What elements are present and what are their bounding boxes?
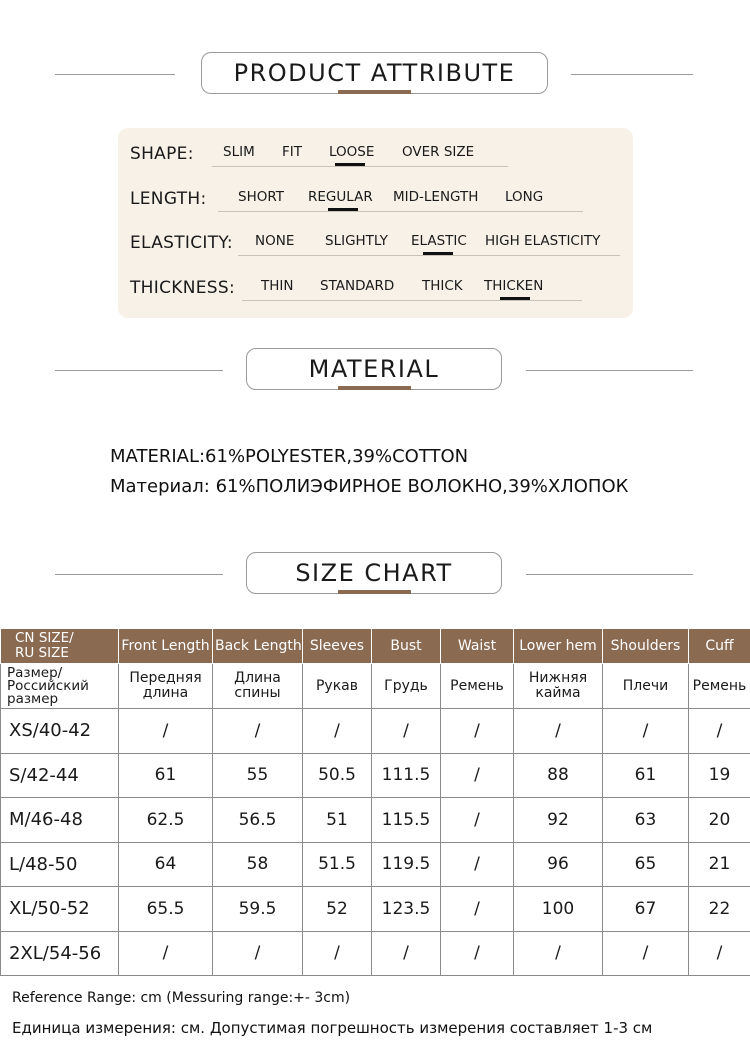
value-cell: 115.5: [372, 798, 441, 843]
attribute-option-selected: REGULAR: [308, 189, 373, 205]
value-cell: /: [303, 931, 372, 976]
value-cell: 119.5: [372, 842, 441, 887]
attribute-underline: [212, 166, 508, 167]
attribute-option: NONE: [255, 233, 295, 249]
attribute-label: LENGTH:: [130, 189, 207, 209]
column-header: Back Length: [213, 629, 303, 664]
value-cell: /: [689, 709, 750, 754]
ru-header: Ремень: [441, 664, 514, 709]
column-header: Bust: [372, 629, 441, 664]
column-header: Front Length: [119, 629, 213, 664]
section-title-material: [246, 348, 502, 390]
ru-header-size: Размер/ Российский размер: [1, 664, 119, 709]
column-header: Cuff: [689, 629, 750, 664]
value-cell: 51: [303, 798, 372, 843]
value-cell: 50.5: [303, 753, 372, 798]
value-cell: 61: [603, 753, 689, 798]
value-cell: 59.5: [213, 887, 303, 932]
attribute-option: MID-LENGTH: [393, 189, 479, 205]
value-cell: 88: [514, 753, 603, 798]
value-cell: 67: [603, 887, 689, 932]
value-cell: 21: [689, 842, 750, 887]
value-cell: /: [372, 709, 441, 754]
section-title-attribute: [201, 52, 548, 94]
attribute-label: SHAPE:: [130, 144, 194, 164]
ru-header: Передняя длина: [119, 664, 213, 709]
divider-right: [526, 370, 693, 371]
column-header: Lower hem: [514, 629, 603, 664]
selected-marker: [328, 208, 358, 211]
attribute-option: FIT: [282, 144, 302, 160]
column-header-size: CN SIZE/ RU SIZE: [1, 629, 119, 664]
value-cell: /: [119, 709, 213, 754]
value-cell: /: [689, 931, 750, 976]
value-cell: 51.5: [303, 842, 372, 887]
table-row: [1, 798, 750, 843]
attribute-option: SLIM: [223, 144, 255, 160]
table-row: [1, 753, 750, 798]
value-cell: /: [514, 931, 603, 976]
attribute-underline: [218, 211, 583, 212]
value-cell: /: [514, 709, 603, 754]
size-cell: XL/50-52: [1, 887, 119, 932]
divider-right: [571, 74, 693, 75]
value-cell: 100: [514, 887, 603, 932]
section-header-attribute: [0, 52, 750, 102]
ru-header: Грудь: [372, 664, 441, 709]
attribute-option: SHORT: [238, 189, 284, 205]
column-header: Shoulders: [603, 629, 689, 664]
size-cell: S/42-44: [1, 753, 119, 798]
table-row: [1, 887, 750, 932]
value-cell: 123.5: [372, 887, 441, 932]
title-accent: [338, 590, 411, 594]
value-cell: /: [603, 709, 689, 754]
attribute-option-selected: THICKEN: [484, 278, 544, 294]
selected-marker: [423, 252, 453, 255]
value-cell: /: [441, 887, 514, 932]
ru-header: Ремень: [689, 664, 750, 709]
section-header-size: [0, 552, 750, 602]
value-cell: /: [441, 931, 514, 976]
divider-left: [55, 74, 175, 75]
attribute-option: SLIGHTLY: [325, 233, 388, 249]
value-cell: 92: [514, 798, 603, 843]
ru-header: Рукав: [303, 664, 372, 709]
title-accent: [338, 386, 411, 390]
measurement-note-english: Reference Range: cm (Messuring range:+- 3cm): [12, 990, 351, 1006]
value-cell: 65: [603, 842, 689, 887]
attribute-label: THICKNESS:: [130, 278, 235, 298]
size-cell: M/46-48: [1, 798, 119, 843]
size-cell: L/48-50: [1, 842, 119, 887]
value-cell: 62.5: [119, 798, 213, 843]
section-title-size: [246, 552, 502, 594]
value-cell: /: [119, 931, 213, 976]
value-cell: 61: [119, 753, 213, 798]
value-cell: 111.5: [372, 753, 441, 798]
section-header-material: [0, 348, 750, 398]
section-title-text: PRODUCT ATTRIBUTE: [233, 59, 516, 87]
value-cell: 22: [689, 887, 750, 932]
column-header: Sleeves: [303, 629, 372, 664]
value-cell: 19: [689, 753, 750, 798]
section-title-text: SIZE CHART: [295, 559, 453, 587]
selected-marker: [500, 297, 530, 300]
size-cell: 2XL/54-56: [1, 931, 119, 976]
value-cell: 56.5: [213, 798, 303, 843]
value-cell: /: [213, 931, 303, 976]
ru-header: Нижняя кайма: [514, 664, 603, 709]
size-chart-table: [0, 628, 750, 976]
material-english: MATERIAL:61%POLYESTER,39%COTTON: [110, 446, 469, 467]
divider-left: [55, 370, 223, 371]
attribute-option: THICK: [422, 278, 463, 294]
attribute-option: LONG: [505, 189, 544, 205]
value-cell: 20: [689, 798, 750, 843]
title-accent: [338, 90, 411, 94]
value-cell: /: [603, 931, 689, 976]
value-cell: 96: [514, 842, 603, 887]
value-cell: 63: [603, 798, 689, 843]
value-cell: /: [372, 931, 441, 976]
attribute-underline: [242, 300, 582, 301]
attribute-option: THIN: [261, 278, 294, 294]
attribute-option: OVER SIZE: [402, 144, 475, 160]
value-cell: 64: [119, 842, 213, 887]
table-row: [1, 842, 750, 887]
attribute-option: STANDARD: [320, 278, 395, 294]
section-title-text: MATERIAL: [308, 355, 440, 383]
material-russian: Материал: 61%ПОЛИЭФИРНОЕ ВОЛОКНО,39%ХЛОПОК: [110, 476, 629, 497]
size-cell: XS/40-42: [1, 709, 119, 754]
value-cell: /: [441, 798, 514, 843]
value-cell: 58: [213, 842, 303, 887]
value-cell: /: [441, 842, 514, 887]
table-row: [1, 709, 750, 754]
value-cell: /: [213, 709, 303, 754]
table-row: [1, 931, 750, 976]
value-cell: /: [441, 709, 514, 754]
ru-header: Длина спины: [213, 664, 303, 709]
value-cell: /: [441, 753, 514, 798]
value-cell: 52: [303, 887, 372, 932]
header-row: [1, 629, 750, 664]
attribute-option-selected: ELASTIC: [411, 233, 467, 249]
divider-left: [55, 574, 223, 575]
attribute-underline: [238, 255, 620, 256]
attribute-label: ELASTICITY:: [130, 233, 233, 253]
value-cell: /: [303, 709, 372, 754]
value-cell: 55: [213, 753, 303, 798]
attribute-panel: [118, 128, 633, 318]
attribute-option-selected: LOOSE: [329, 144, 375, 160]
column-header: Waist: [441, 629, 514, 664]
value-cell: 65.5: [119, 887, 213, 932]
russian-header-row: [1, 664, 750, 709]
selected-marker: [335, 163, 365, 166]
measurement-note-russian: Единица измерения: см. Допустимая погрешность измерения составляет 1-3 см: [12, 1019, 653, 1037]
attribute-option: HIGH ELASTICITY: [485, 233, 601, 249]
divider-right: [526, 574, 693, 575]
ru-header: Плечи: [603, 664, 689, 709]
